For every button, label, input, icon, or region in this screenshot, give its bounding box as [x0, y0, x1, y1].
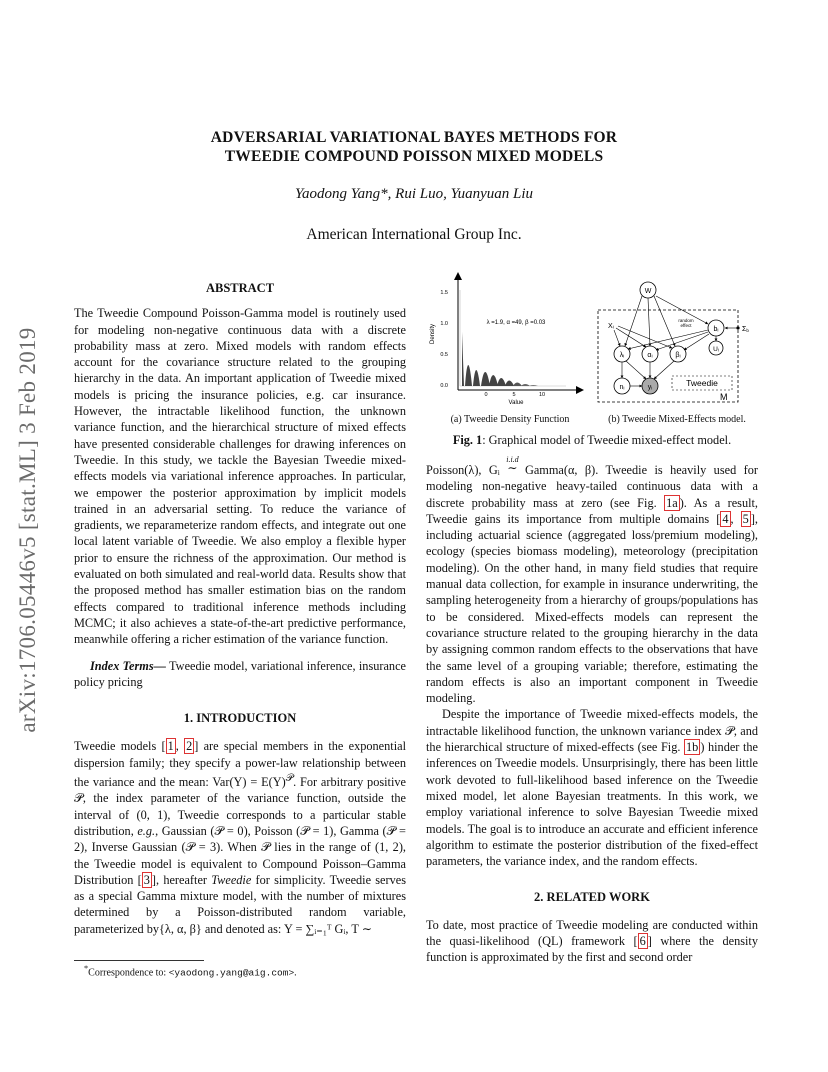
- svg-text:βᵢ: βᵢ: [675, 352, 681, 359]
- index-terms: [74, 658, 406, 691]
- random-effect-label: random: [678, 318, 694, 323]
- ytick-label: 0.0: [440, 383, 448, 389]
- ytick-label: 1.5: [440, 290, 448, 296]
- ytick-label: 0.5: [440, 352, 448, 358]
- footnote-rule: [74, 960, 204, 961]
- svg-text:λᵢ: λᵢ: [619, 352, 625, 359]
- caption-a: (a) Tweedie Density Function: [450, 414, 570, 425]
- tweedie-label: Tweedie: [686, 378, 718, 388]
- figure-caption: Fig. 1: Graphical model of Tweedie mixed-effect model.: [452, 433, 732, 447]
- svg-text:αᵢ: αᵢ: [647, 352, 653, 359]
- abstract-heading: ABSTRACT: [205, 281, 275, 295]
- citation-link[interactable]: 2: [186, 739, 193, 754]
- right-paragraph-2: Despite the importance of Tweedie mixed-effects models, the intractable likelihood function, the unknown variance index 𝒫, and the hierarchical structure of mixed-effects (see Fig. 1b ) hinder the inferences on Tweedie models. Unsurprisingly, there has been little work devoted to full-likelihood based inference on the Tweedie mixed model, let alone Bayesian treatments. In this work, we employ variational inference to solve Bayesian Tweedie mixed models. The goal is to introduce an accurate and efficient inference algorithm to estimate the posterior distribution of the fixed-effect parameters, the variance index, and the random effects.: [426, 707, 759, 869]
- citation-link[interactable]: 4: [722, 511, 729, 526]
- density-bump: [462, 332, 464, 386]
- affiliation: American International Group Inc.: [306, 226, 522, 243]
- ylabel: Density: [430, 323, 436, 345]
- citation-link[interactable]: 1: [167, 739, 174, 754]
- right-paragraph-1: Poisson(λ), Gᵢ i.i.d ∼ Gamma(α, β). Tweedie is heavily used for modeling non-negative heavy-tailed continuous data with a discrete probability mass at zero (see Fig. 1a ). As a result, Tweedie gains its importance from multiple domains [ 4 , 5 ], including actuarial science (aggregated loss/premium modeling), ecology (species biomass modeling), meteorology (precipitation modeling). On the other hand, in many field studies that require manual data collection, for example in insurance underwriting, the sampling heterogeneity from a hierarchy of groups/populations has to be considered. Mixed-effects models can represent the covariance structure related to the grouping hierarchy in the data by assigning common random effects to the observations that have the same level of a grouping variable; therefore, estimating the random effects is also an important component in Tweedie modeling.: [426, 455, 758, 706]
- density-bump: [529, 385, 538, 386]
- citation-link[interactable]: 3: [143, 872, 150, 887]
- figure-link[interactable]: 1b: [686, 740, 699, 755]
- node-sigma: Σb: [742, 326, 749, 333]
- title-line-1: ADVERSARIAL VARIATIONAL BAYES METHODS FOR: [210, 129, 618, 146]
- index-terms-text: Tweedie model, variational inference, insurance policy pricing: [74, 658, 406, 689]
- citation-link[interactable]: 5: [742, 511, 749, 526]
- svg-text:nᵢ: nᵢ: [619, 384, 625, 391]
- intro-heading: 1. INTRODUCTION: [183, 711, 297, 726]
- right-column: [426, 455, 759, 966]
- density-bump: [465, 365, 472, 386]
- svg-text:bᵢ: bᵢ: [713, 326, 719, 333]
- xlabel: Value: [508, 400, 524, 406]
- svg-text:W: W: [644, 288, 652, 295]
- xtick-label: 10: [538, 392, 546, 398]
- left-column: [74, 280, 406, 937]
- graph-edges: [614, 296, 737, 386]
- density-bump: [489, 375, 498, 386]
- xtick-label: 5: [512, 392, 516, 398]
- intro-paragraph: Tweedie models [ 1 , 2 ] are special members in the exponential dispersion family; they specify a power-law relationship between the variance and the mean: $Var(Y) = E(Y)^𝒫$. For arbitrary positive 𝒫, the index parameter of the variance function, outside the interval of (0, 1), Tweedie corresponds to a particular stable distribution, e.g., Gaussian (𝒫 = 0), Poisson (𝒫 = 1), Gamma (𝒫 = 2), Inverse Gaussian (𝒫 = 3). When 𝒫 lies in the range of (1, 2), the Tweedie model is equivalent to Compound Poisson–Gamma Distribution [ 3 ], hereafter Tweedie for simplicity. Tweedie serves as a special Gamma mixture model, with the number of mixtures determined by a Poisson-distributed random variable, parameterized by{λ, α, β} and denoted as: Y = ∑ᵢ₌₁ᵀ Gᵢ, T ∼: [74, 739, 407, 936]
- svg-text:yᵢ: yᵢ: [647, 384, 653, 391]
- abstract-text: The Tweedie Compound Poisson-Gamma model is routinely used for modeling non-negative continuous data with a discrete probability mass at zero. Mixed models with random effects account for the covariance structure related to the grouping hierarchy in the data. An important application of Tweedie mixed models is pricing the insurance policies, e.g. car insurance. However, the intractable likelihood function, the unknown variance function, and the hierarchical structure of mixed effects have presented considerable challenges for drawing inferences on Tweedie. In this study, we tackle the Bayesian Tweedie mixed-effects models via variational inference approaches. In particular, we empower the posterior approximation by implicit models trained in an adversarial setting. To reduce the variance of gradients, we reparameterize random effects, and integrate out one local latent variable of Tweedie. We also employ a flexible hyper prior to ensure the richness of the approximation. Our method is evaluated on both simulated and real-world data. Results show that the proposed method has smaller estimation bias on the random effects compared to traditional inference methods including MCMC; it also achieves a state-of-the-art predictive performance, meanwhile offering a richer estimation of the variance function.: [74, 306, 406, 647]
- xtick-label: 0: [484, 392, 488, 398]
- authors: Yaodong Yang*, Rui Luo, Yuanyuan Liu: [295, 186, 533, 202]
- arxiv-stamp: [8, 290, 48, 770]
- ytick-label: 1.0: [440, 321, 448, 327]
- node-x: Xᵢ: [608, 323, 614, 330]
- density-bump: [473, 370, 480, 386]
- figure-link[interactable]: 1a: [666, 495, 678, 510]
- random-effect-label: effect: [680, 323, 692, 328]
- caption-b: (b) Tweedie Mixed-Effects model.: [608, 414, 746, 425]
- index-terms-label: Index Terms—: [90, 658, 166, 673]
- density-bump: [513, 383, 522, 387]
- density-plot: [426, 270, 586, 410]
- title-line-2: TWEEDIE COMPOUND POISSON MIXED MODELS: [224, 148, 604, 165]
- density-bump: [481, 372, 490, 386]
- plot-annotation: λ =1.9, α =49, β =0.03: [486, 320, 546, 326]
- paper-title: [0, 128, 828, 166]
- citation-link[interactable]: 6: [639, 934, 646, 949]
- email-link[interactable]: <yaodong.yang@aig.com>: [168, 967, 295, 979]
- density-bump: [505, 381, 514, 387]
- arxiv-stamp-text: arXiv:1706.05446v5 [stat.ML] 3 Feb 2019: [15, 327, 40, 733]
- density-bump: [497, 378, 506, 386]
- svg-text:Uᵢ: Uᵢ: [713, 346, 719, 353]
- related-work-heading: 2. RELATED WORK: [534, 890, 650, 905]
- graphical-model: [592, 278, 768, 410]
- right-paragraph-3: To date, most practice of Tweedie modeling are conducted within the quasi-likelihood (QL) framework [ 6 ] where the density function is approximated by the first and second order: [426, 917, 759, 965]
- footnote: *Correspondence to: <yaodong.yang@aig.com>.: [84, 964, 297, 979]
- plate-label: M: [720, 392, 728, 402]
- density-bump: [521, 384, 530, 386]
